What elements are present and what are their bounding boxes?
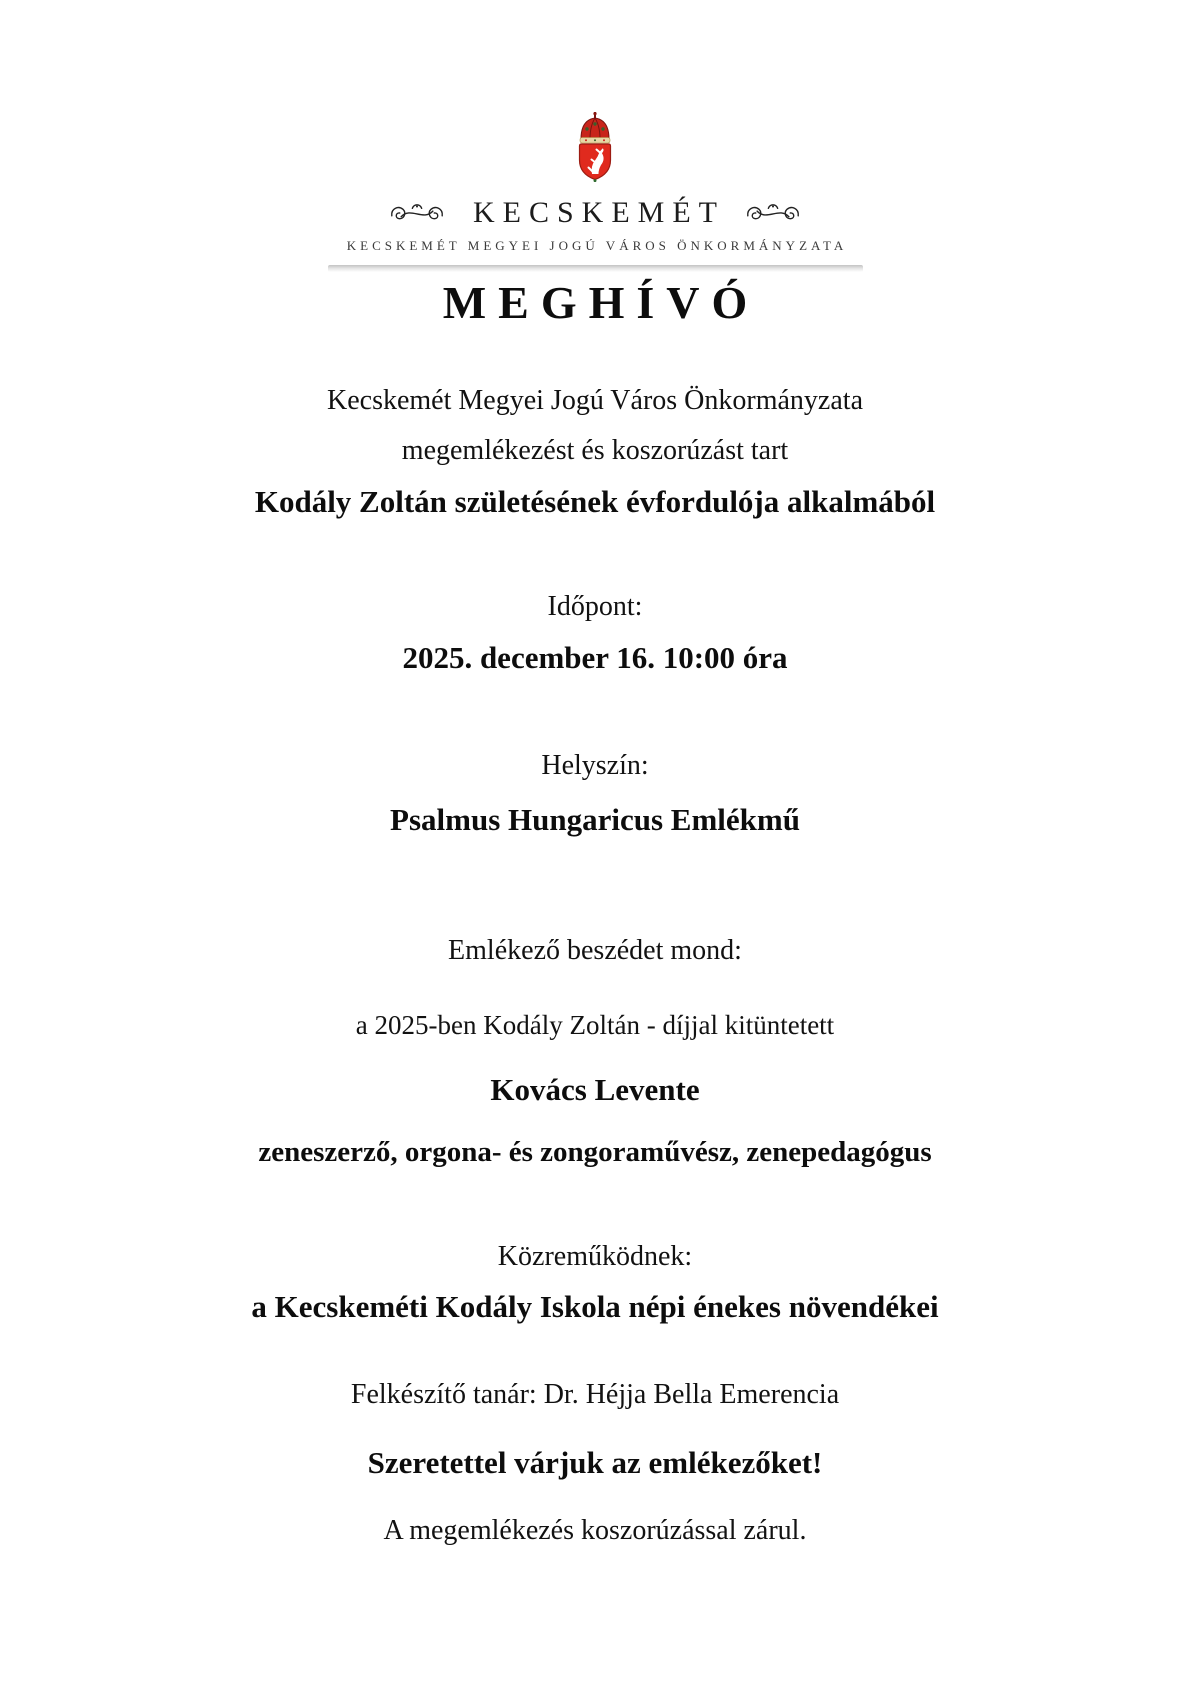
flourish-right-icon bbox=[743, 199, 803, 227]
contributors-value: a Kecskeméti Kodály Iskola népi énekes növendékei bbox=[251, 1289, 939, 1325]
municipality-logo bbox=[0, 112, 1190, 272]
kecskemet-coat-of-arms-icon bbox=[571, 112, 619, 182]
location-label: Helyszín: bbox=[541, 749, 649, 781]
intro-occasion: Kodály Zoltán születésének évfordulója alkalmából bbox=[254, 483, 936, 519]
logo-city-name: KECSKEMÉT bbox=[473, 196, 725, 229]
speaker-distinction: a 2025-ben Kodály Zoltán - díjjal kitüntetett bbox=[355, 1010, 835, 1041]
logo-title-row bbox=[0, 196, 1190, 230]
page-title: MEGHÍVÓ bbox=[442, 277, 760, 328]
speaker-name: Kovács Levente bbox=[490, 1071, 700, 1107]
closing-welcome: Szeretettel várjuk az emlékezőket! bbox=[367, 1444, 823, 1480]
intro-event: megemlékezést és koszorúzást tart bbox=[401, 435, 789, 467]
closing-note: A megemlékezés koszorúzással zárul. bbox=[383, 1515, 807, 1547]
datetime-value: 2025. december 16. 10:00 óra bbox=[402, 639, 788, 675]
speaker-titles: zeneszerző, orgona- és zongoraművész, zenepedagógus bbox=[258, 1135, 932, 1168]
datetime-label: Időpont: bbox=[547, 590, 643, 622]
logo-subtitle: KECSKEMÉT MEGYEI JOGÚ VÁROS ÖNKORMÁNYZATA bbox=[346, 238, 848, 253]
flourish-left-icon bbox=[387, 199, 447, 227]
speaker-label: Emlékező beszédet mond: bbox=[448, 934, 742, 966]
contributors-label: Közreműködnek: bbox=[497, 1240, 693, 1272]
contributors-teacher: Felkészítő tanár: Dr. Héjja Bella Emerencia bbox=[350, 1379, 840, 1411]
intro-organizer: Kecskemét Megyei Jogú Város Önkormányzata bbox=[327, 384, 863, 416]
logo-divider bbox=[328, 265, 863, 272]
location-value: Psalmus Hungaricus Emlékmű bbox=[390, 802, 800, 838]
